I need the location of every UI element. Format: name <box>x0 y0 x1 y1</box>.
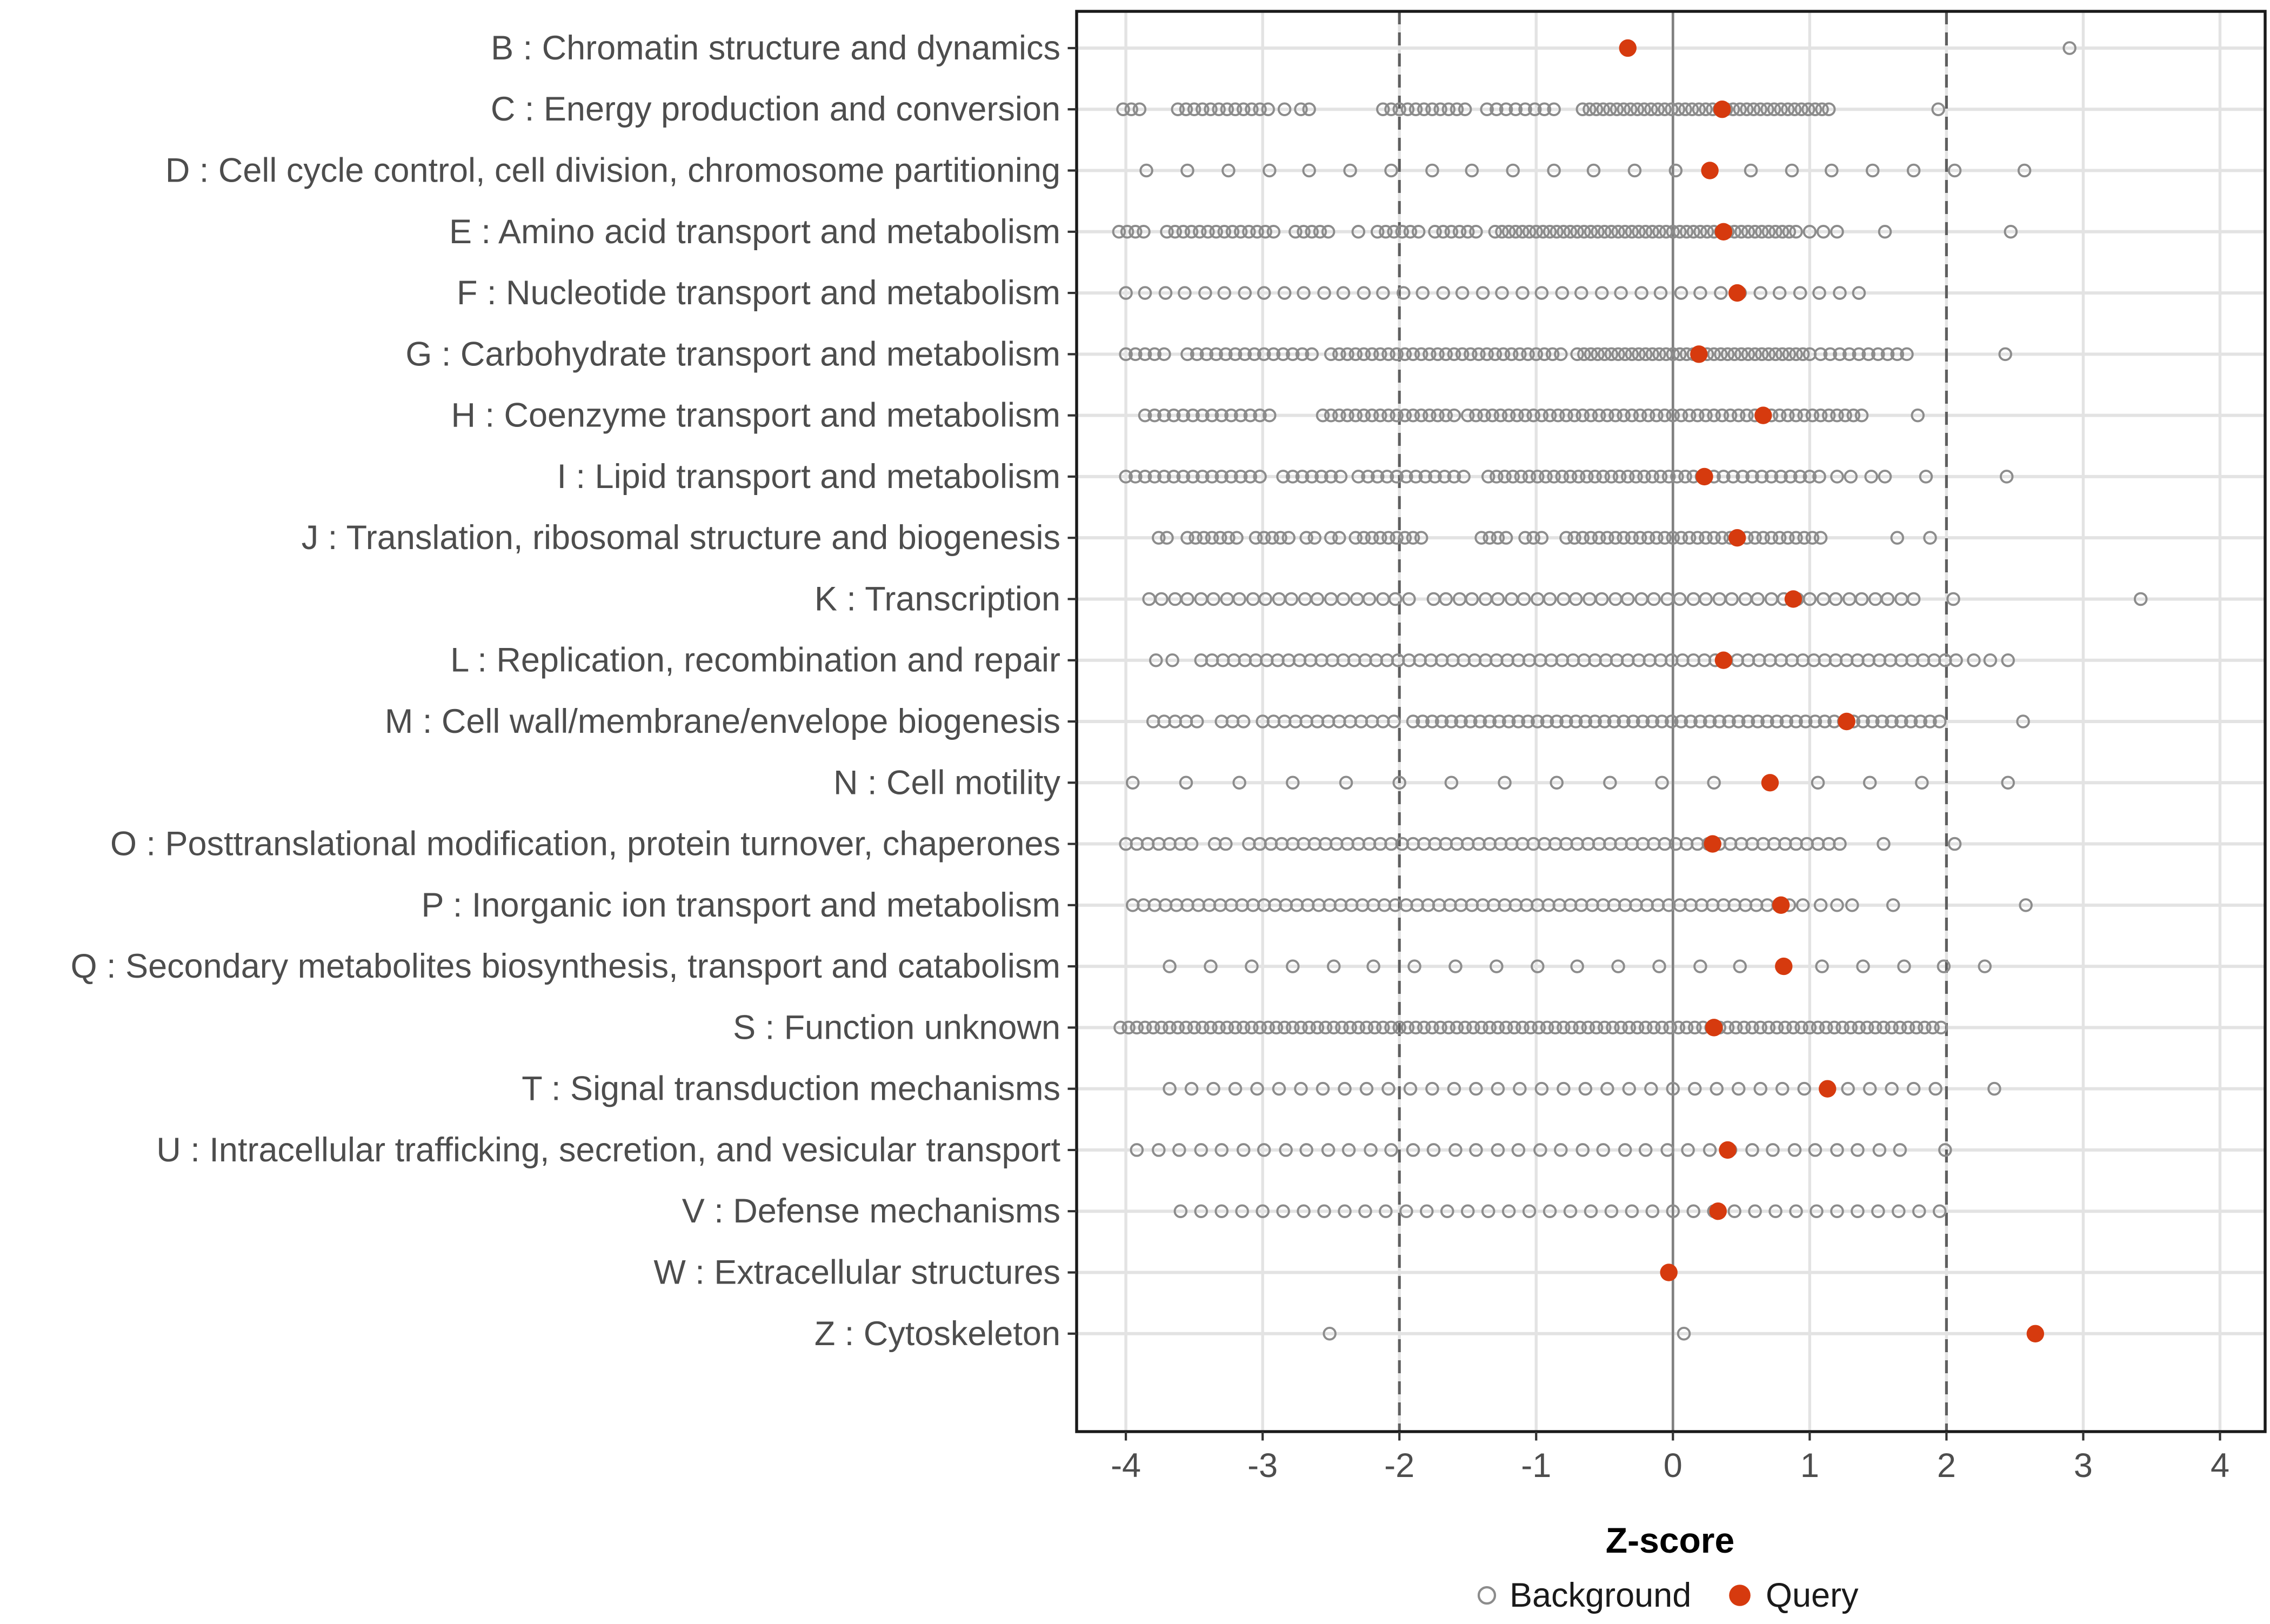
query-point <box>1728 529 1746 546</box>
x-tick-label: 2 <box>1937 1446 1956 1485</box>
query-point <box>1705 1019 1722 1036</box>
legend <box>1479 1576 1859 1614</box>
y-axis-label: C : Energy production and conversion <box>490 90 1060 129</box>
query-point <box>1772 897 1790 914</box>
x-tick-label: 3 <box>2073 1446 2093 1485</box>
y-axis-label: O : Posttranslational modification, protein turnover, chaperones <box>110 825 1060 863</box>
query-point <box>1838 713 1855 730</box>
query-point <box>1719 1141 1736 1159</box>
query-point <box>1715 223 1732 240</box>
data-points <box>1113 39 2147 1342</box>
horizontal-gridlines <box>1077 48 2265 1334</box>
y-axis-label: S : Function unknown <box>733 1008 1060 1047</box>
y-axis-label: U : Intracellular trafficking, secretion, and vesicular transport <box>156 1131 1060 1169</box>
x-tick-label: -1 <box>1521 1446 1552 1485</box>
y-axis-label: G : Carbohydrate transport and metabolism <box>405 335 1060 373</box>
query-point <box>1713 101 1731 118</box>
y-axis-label: V : Defense mechanisms <box>682 1192 1060 1231</box>
x-tick-label: 4 <box>2210 1446 2230 1485</box>
y-axis-label: D : Cell cycle control, cell division, chromosome partitioning <box>165 151 1060 190</box>
legend-label-background: Background <box>1510 1576 1692 1614</box>
x-tick-label: -4 <box>1111 1446 1141 1485</box>
query-point <box>1715 652 1732 669</box>
query-point <box>1695 468 1713 485</box>
x-tick-label: 0 <box>1663 1446 1683 1485</box>
y-axis-label: W : Extracellular structures <box>653 1253 1060 1292</box>
y-axis-label: M : Cell wall/membrane/envelope biogenesis <box>384 703 1060 740</box>
query-point <box>1619 39 1637 57</box>
y-axis <box>71 29 1077 1353</box>
query-point <box>1704 835 1721 852</box>
y-axis-label: T : Signal transduction mechanisms <box>522 1070 1060 1108</box>
y-axis-label: N : Cell motility <box>833 764 1060 802</box>
query-point <box>1819 1080 1836 1097</box>
query-point <box>1690 345 1707 363</box>
query-point <box>2027 1325 2044 1342</box>
query-point <box>1785 590 1802 607</box>
query-point <box>1754 406 1772 424</box>
y-axis-label: P : Inorganic ion transport and metabolism <box>421 886 1061 924</box>
y-axis-label: B : Chromatin structure and dynamics <box>491 29 1060 67</box>
y-axis-label: K : Transcription <box>814 580 1060 618</box>
x-axis <box>1111 1432 2229 1485</box>
x-tick-label: -3 <box>1247 1446 1278 1485</box>
y-axis-label: E : Amino acid transport and metabolism <box>449 212 1060 251</box>
x-axis-title: Z-score <box>1605 1520 1735 1560</box>
query-point <box>1660 1264 1677 1281</box>
legend-label-query: Query <box>1766 1576 1859 1614</box>
query-point <box>1728 284 1746 302</box>
y-axis-label: L : Replication, recombination and repair <box>450 641 1061 679</box>
query-point <box>1701 162 1718 179</box>
x-tick-label: 1 <box>1800 1446 1819 1485</box>
legend-background-marker-icon <box>1479 1587 1495 1603</box>
legend-query-marker-icon <box>1729 1585 1751 1606</box>
query-point <box>1710 1202 1727 1220</box>
y-axis-label: Q : Secondary metabolites biosynthesis, transport and catabolism <box>70 947 1060 986</box>
y-axis-label: F : Nucleotide transport and metabolism <box>456 274 1060 312</box>
y-axis-label: H : Coenzyme transport and metabolism <box>451 396 1060 435</box>
y-axis-label: J : Translation, ribosomal structure and biogenesis <box>301 519 1060 557</box>
query-point <box>1761 774 1779 791</box>
y-axis-label: Z : Cytoskeleton <box>814 1314 1060 1353</box>
x-tick-label: -2 <box>1384 1446 1415 1485</box>
query-point <box>1775 958 1792 975</box>
y-axis-label: I : Lipid transport and metabolism <box>557 457 1060 496</box>
